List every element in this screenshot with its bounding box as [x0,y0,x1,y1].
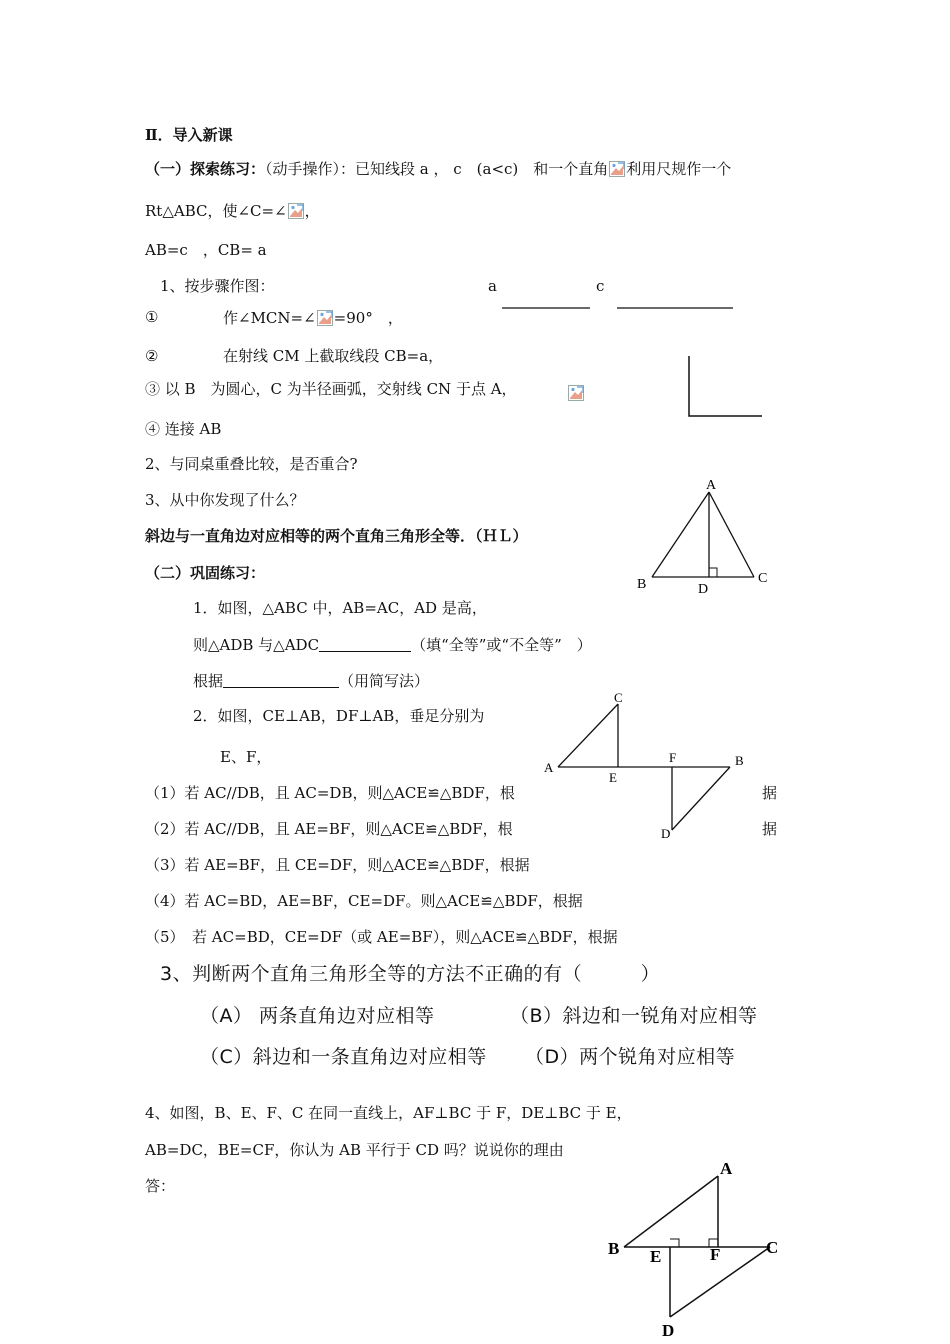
q3-title: 3、判断两个直角三角形全等的方法不正确的有（ ） [160,963,661,985]
consolidate-label: （二）巩固练习： [145,564,266,582]
explore-line2 [145,203,320,219]
q3-option-d: （D）两个锐角对应相等 [525,1046,736,1068]
step2-number: ② [145,347,159,365]
label-B: B [637,577,647,592]
problem1-line2 [193,637,592,653]
step1-text: 作∠MCN=∠ [223,309,316,327]
q3-option-c: （C）斜边和一条直角边对应相等 [200,1046,487,1068]
label-D: D [661,826,671,841]
parallel-figure [600,1152,790,1344]
problem2-line1: 2．如图，CE⊥AB，DF⊥AB，垂足分别为 [193,707,485,725]
step4: ④ 连接 AB [145,420,222,438]
step2: 在射线 CM 上截取线段 CB=a， [223,347,444,365]
label-D: D [662,1321,675,1340]
given-segments [495,300,740,314]
q3-option-a: （A） 两条直角边对应相等 [200,1005,435,1027]
problem1-line3 [193,673,429,689]
broken-image-icon [568,385,584,401]
label-A: A [720,1159,733,1178]
answer-blank[interactable] [223,673,339,688]
label-F: F [710,1245,721,1264]
zigzag-figure [540,688,750,843]
problem2-case1-end: 据 [762,784,778,802]
question-2: 2、与同桌重叠比较，是否重合? [145,455,358,473]
label-C: C [614,690,623,705]
section-title: Ⅱ．导入新课 [145,126,233,144]
step1-number: ① [145,308,159,326]
hl-conclusion: 斜边与一直角边对应相等的两个直角三角形全等．（ＨＬ） [145,527,528,545]
explore-intro [145,161,731,177]
explore-intro-tail: 利用尺规作一个 [626,160,732,178]
q4-line1: 4、如图，B、E、F、C 在同一直线上，AF⊥BC 于 F，DE⊥BC 于 E， [145,1104,632,1122]
step-title: 1、按步骤作图： [160,277,275,295]
segment-c-label: c [596,277,605,295]
q4-answer-label: 答： [145,1177,176,1195]
label-A: A [544,760,554,775]
problem1-line2-text: 则△ADB 与△ADC [193,636,320,654]
explore-intro-text: （动手操作）：已知线段 a ， c (a<c) 和一个直角 [265,160,609,178]
broken-image-icon [317,310,333,326]
step3: ③ 以 B 为圆心，C 为半径画弧，交射线 CN 于点 A， [145,380,517,398]
problem2-case2: （2）若 AC//DB，且 AE=BF，则△ACE≌△BDF，根 [145,820,513,838]
segment-a-label: a [488,277,497,295]
label-B: B [735,753,744,768]
right-angle-figure [680,352,770,422]
label-C: C [758,571,768,586]
explore-line2-text: Rt△ABC，使∠C=∠ [145,202,287,220]
explore-line3: AB=c ，CB= a [145,241,267,259]
q4-line2: AB=DC，BE=CF，你认为 AB 平行于 CD 吗？说说你的理由 [145,1141,564,1159]
explore-line2-tail: ， [304,202,320,220]
label-A: A [706,478,717,493]
problem1-line1: 1．如图，△ABC 中，AB=AC，AD 是高， [193,599,487,617]
step1-tail: =90° ， [333,309,403,327]
problem2-line2: E、F， [220,748,272,766]
label-F: F [669,750,677,765]
label-E: E [609,770,617,785]
label-B: B [608,1239,620,1258]
problem1-line2-tail: （填“全等”或“不全等” ） [411,636,592,654]
question-3: 3、从中你发现了什么？ [145,491,305,509]
label-C: C [766,1238,779,1257]
problem2-case5: （5） 若 AC=BD，CE=DF（或 AE=BF），则△ACE≌△BDF，根据 [145,928,618,946]
problem1-line3-tail: （用简写法） [339,672,430,690]
problem2-case1: （1）若 AC//DB，且 AC=DB，则△ACE≌△BDF，根 [145,784,515,802]
problem2-case2-end: 据 [762,820,778,838]
label-D: D [698,582,709,597]
problem2-case4: （4）若 AC=BD，AE=BF，CE=DF。则△ACE≌△BDF，根据 [145,892,583,910]
explore-label: （一）探索练习： [145,160,266,178]
step1 [223,310,403,326]
answer-blank[interactable] [319,637,411,652]
q3-option-b: （B）斜边和一锐角对应相等 [510,1005,758,1027]
broken-image-icon [609,161,625,177]
label-E: E [650,1247,662,1266]
broken-image-icon [288,203,304,219]
problem1-line3-text: 根据 [193,672,224,690]
isosceles-triangle-figure [630,474,780,599]
problem2-case3: （3）若 AE=BF，且 CE=DF，则△ACE≌△BDF，根据 [145,856,530,874]
